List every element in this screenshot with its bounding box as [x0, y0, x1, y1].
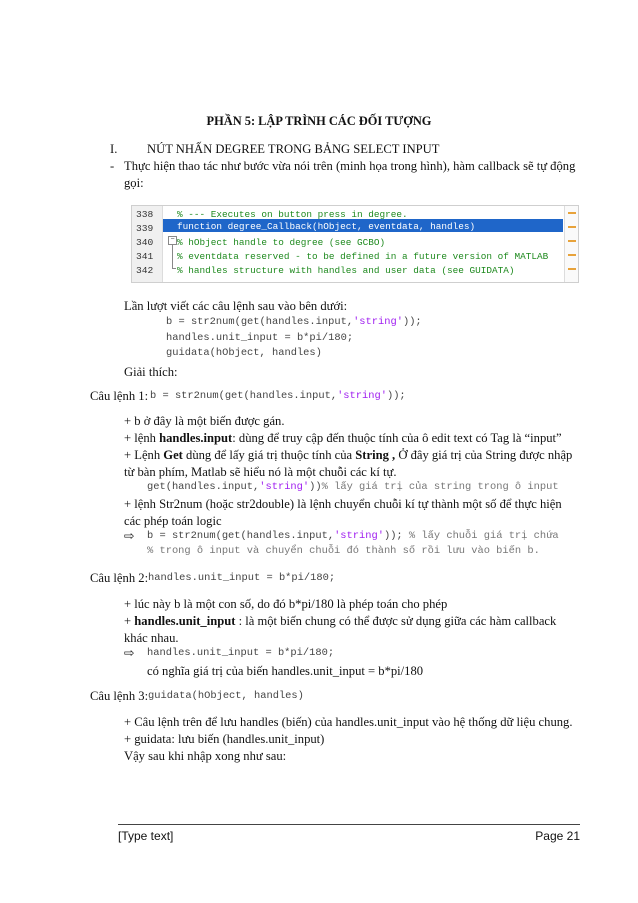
- command-1-label: Câu lệnh 1:: [90, 389, 149, 403]
- intro-line-2: gọi:: [124, 176, 144, 190]
- cmd2-para: + lúc này b là một con số, do đó b*pi/180 là phép toán cho phép: [124, 597, 448, 611]
- editor-marker-bar[interactable]: [564, 206, 578, 282]
- fold-collapse-icon[interactable]: −: [168, 236, 177, 245]
- matlab-editor-snippet: [131, 205, 579, 283]
- cmd1-para: + Lệnh Get dùng để lấy giá trị thuộc tính của String , Ở đây giá trị của String được nhập: [124, 448, 573, 462]
- cmd3-para: + Câu lệnh trên để lưu handles (biến) của handles.unit_input vào hệ thống dữ liệu chung.: [124, 715, 573, 729]
- cmd3-para: Vậy sau khi nhập xong như sau:: [124, 749, 287, 763]
- warning-marker[interactable]: [568, 226, 576, 228]
- command-3-code: guidata(hObject, handles): [148, 690, 304, 702]
- section-heading: NÚT NHẤN DEGREE TRONG BẢNG SELECT INPUT: [147, 142, 440, 156]
- code-line: guidata(hObject, handles): [166, 347, 322, 359]
- section-number: I.: [110, 142, 118, 156]
- command-3-label: Câu lệnh 3:: [90, 689, 149, 703]
- cmd1-para: từ bàn phím, Matlab sẽ hiểu nó là một chuỗi các kí tự.: [124, 465, 397, 479]
- intro-line-1: Thực hiện thao tác như bước vừa nói trên (minh họa trong hình), hàm callback sẽ tự động: [124, 159, 576, 173]
- warning-marker[interactable]: [568, 240, 576, 242]
- cmd1-para: + b ở đây là một biến được gán.: [124, 414, 285, 428]
- cmd2-para: có nghĩa giá trị của biến handles.unit_input = b*pi/180: [147, 664, 424, 678]
- warning-marker[interactable]: [568, 212, 576, 214]
- intro-bullet: -: [110, 159, 115, 173]
- command-2-label: Câu lệnh 2:: [90, 571, 149, 585]
- line-number: 338: [136, 209, 154, 220]
- instruction-text: Lần lượt viết các câu lệnh sau vào bên dưới:: [124, 299, 348, 313]
- page-title: PHẦN 5: LẬP TRÌNH CÁC ĐỐI TƯỢNG: [206, 114, 432, 128]
- line-number: 339: [136, 223, 154, 234]
- cmd1-para: + lệnh Str2num (hoặc str2double) là lệnh chuyển chuỗi kí tự thành một số để thực hiện: [124, 497, 562, 511]
- cmd1-code-comment: b = str2num(get(handles.input,'string')); % lấy chuỗi giá trị chứa: [147, 530, 559, 542]
- line-number: 342: [136, 265, 154, 276]
- code-line-selected: function degree_Callback(hObject, eventdata, handles): [177, 221, 476, 232]
- footer-left-text: [Type text]: [118, 829, 174, 843]
- fold-guide-line: [172, 245, 173, 268]
- code-line: b = str2num(get(handles.input,'string'));: [166, 316, 422, 328]
- cmd1-para: + lệnh handles.input: dùng để truy cập đến thuộc tính của ô edit text có Tag là “input”: [124, 431, 562, 445]
- warning-marker[interactable]: [568, 268, 576, 270]
- explain-label: Giải thích:: [124, 365, 178, 379]
- warning-marker[interactable]: [568, 254, 576, 256]
- cmd1-para: các phép toán logic: [124, 514, 222, 528]
- code-line: % --- Executes on button press in degree.: [177, 209, 408, 220]
- arrow-icon: ⇨: [124, 529, 135, 543]
- fold-guide-end: [172, 268, 176, 269]
- cmd1-code-comment: % trong ô input và chuyển chuỗi đó thành số rồi lưu vào biến b.: [147, 545, 540, 557]
- arrow-icon: ⇨: [124, 646, 135, 660]
- footer-divider: [118, 824, 580, 825]
- code-line: % hObject handle to degree (see GCBO): [177, 237, 386, 248]
- cmd1-code-comment: get(handles.input,'string'))% lấy giá trị của string trong ô input: [147, 481, 559, 493]
- cmd2-code: handles.unit_input = b*pi/180;: [147, 647, 335, 659]
- code-line: % handles structure with handles and user data (see GUIDATA): [177, 265, 515, 276]
- code-line: handles.unit_input = b*pi/180;: [166, 332, 354, 344]
- cmd3-para: + guidata: lưu biến (handles.unit_input): [124, 732, 325, 746]
- command-1-code: b = str2num(get(handles.input,'string'));: [150, 390, 406, 402]
- line-number: 340: [136, 237, 154, 248]
- page-number: Page 21: [535, 829, 580, 843]
- cmd2-para: khác nhau.: [124, 631, 179, 645]
- cmd2-para: + handles.unit_input : là một biến chung có thể được sử dụng giữa các hàm callback: [124, 614, 557, 628]
- code-line: % eventdata reserved - to be defined in a future version of MATLAB: [177, 251, 549, 262]
- command-2-code: handles.unit_input = b*pi/180;: [148, 572, 336, 584]
- line-number: 341: [136, 251, 154, 262]
